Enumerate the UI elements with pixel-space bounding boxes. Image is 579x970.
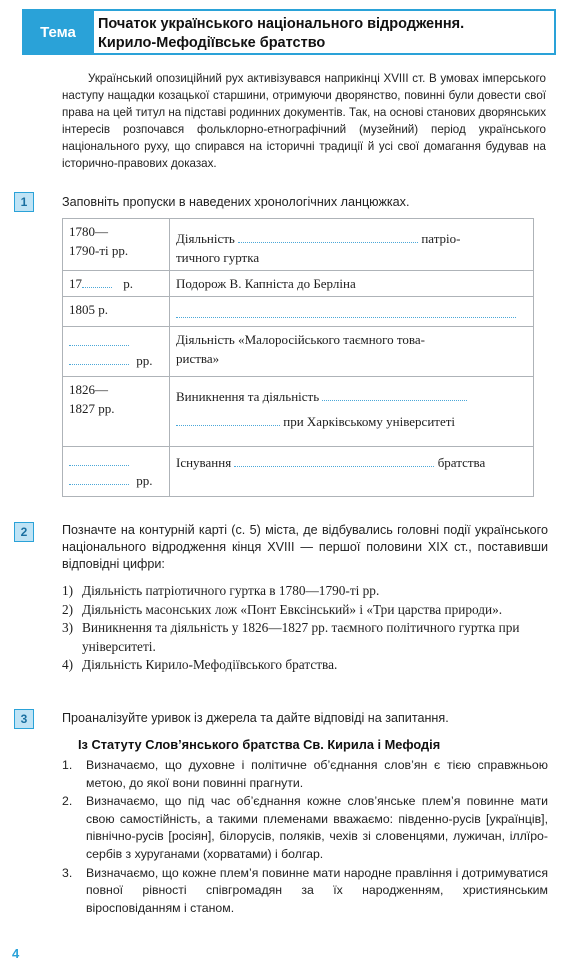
list-item xyxy=(62,757,548,792)
fill-blank[interactable] xyxy=(69,453,129,466)
fill-blank[interactable] xyxy=(69,333,129,346)
date-cell xyxy=(63,447,170,497)
fill-blank[interactable] xyxy=(238,230,418,243)
list-item xyxy=(62,582,548,601)
date-cell xyxy=(63,219,170,271)
list-item xyxy=(62,619,548,656)
table-row xyxy=(63,271,534,297)
date-cell xyxy=(63,297,170,327)
date-text: 1790-ті рр. xyxy=(69,243,129,258)
task-number: 3 xyxy=(14,709,34,729)
item-number: 3. xyxy=(62,865,73,880)
date-text: 17 xyxy=(69,276,82,291)
fill-blank[interactable] xyxy=(322,388,467,401)
chronology-table xyxy=(62,218,534,497)
event-text: риства» xyxy=(176,351,220,366)
item-text: Виникнення та діяльність у 1826—1827 рр. таємного політичного гуртка при університеті. xyxy=(82,620,520,654)
date-cell xyxy=(63,327,170,377)
table-row xyxy=(63,447,534,497)
topic-title xyxy=(90,9,556,55)
task2-instruction: Позначте на контурній карті (с. 5) міста, де відбувались головні події українського національного відродження кінця XVIII — першої половини XIX ст., поставивши відповідні цифри: xyxy=(62,523,548,571)
fill-blank[interactable] xyxy=(82,275,112,288)
source-excerpt xyxy=(62,757,548,918)
item-text: Діяльність масонських лож «Понт Евксінський» і «Три царства природи». xyxy=(82,601,503,617)
task-number: 2 xyxy=(14,522,34,542)
event-cell xyxy=(170,297,534,327)
topic-title-line2: Кирило-Мефодіївське братство xyxy=(98,35,326,51)
event-text: патріо- xyxy=(421,231,461,246)
table-row xyxy=(63,327,534,377)
item-number: 2. xyxy=(62,794,73,809)
item-number: 3) xyxy=(62,620,74,635)
list-item xyxy=(62,865,548,918)
item-text: Визначаємо, що кожне плем’я повинне мати народне правління і дотримуватися повної рівності співгромадян за їх народженням, християнським віросповіданням і станом. xyxy=(86,865,548,915)
event-text: Діяльність «Малоросійського таємного това- xyxy=(176,332,425,347)
fill-blank[interactable] xyxy=(176,305,516,318)
topic-title-line1: Початок українського національного відродження. xyxy=(98,16,465,32)
event-text: братства xyxy=(437,455,486,470)
item-number: 1) xyxy=(62,583,74,598)
date-cell xyxy=(63,271,170,297)
task2-list xyxy=(62,582,548,675)
table-row xyxy=(63,219,534,271)
list-item xyxy=(62,601,548,620)
event-text: Виникнення та діяльність xyxy=(176,389,320,404)
source-title: Із Статуту Слов’янського братства Св. Кирила і Мефодія xyxy=(78,737,441,752)
item-text: Визначаємо, що під час об’єднання кожне слов’янське плем’я повинне мати свою самостійність, а такими племенами вважаємо: південно-русів [українців], північно-русів [росіян], білорусів, поляків, чехів зі словенцями, лужичан, іллїро-сербів з хуруганами (хорватами) і болгар. xyxy=(86,794,548,861)
item-text: Визначаємо, що духовне і політичне об’єднання слов’ян є тією справжньою метою, до якої вони повинні прагнути. xyxy=(86,758,548,790)
event-text: Подорож В. Капніста до Берліна xyxy=(176,276,356,291)
table-row xyxy=(63,297,534,327)
intro-text: Український опозиційний рух активізувався наприкінці XVIII ст. В умовах імперського наступу нащадки козацької старшини, отримуючи дворянство, повинні були довести свої права на цей титул на підставі родинних документів. Так, на основі станових дворянських інтересів розпочався фольклорно-етнографічний (музейний) період українського національного руху, що спирався на історичні традиції й усі свої домагання будував на історично-правових доказах. xyxy=(62,72,546,170)
event-cell xyxy=(170,219,534,271)
list-item xyxy=(62,656,548,675)
task3-instruction: Проаналізуйте уривок із джерела та дайте відповіді на запитання. xyxy=(62,711,449,725)
event-cell xyxy=(170,447,534,497)
event-text: Діяльність xyxy=(176,231,235,246)
item-text: Діяльність патріотичного гуртка в 1780—1790-ті рр. xyxy=(82,583,380,598)
date-text: 1780— xyxy=(69,224,108,239)
date-text: 1827 рр. xyxy=(69,401,115,416)
item-number: 1. xyxy=(62,758,73,772)
task-number: 1 xyxy=(14,192,34,212)
item-text: Діяльність Кирило-Мефодіївського братства. xyxy=(82,657,338,672)
intro-paragraph xyxy=(62,70,546,172)
date-text: 1805 р. xyxy=(69,302,108,317)
item-number: 2) xyxy=(62,601,74,617)
event-cell xyxy=(170,327,534,377)
event-text: при Харківському університеті xyxy=(283,414,456,429)
fill-blank[interactable] xyxy=(176,413,280,426)
event-text: Існування xyxy=(176,455,232,470)
event-text: тичного гуртка xyxy=(176,250,260,265)
item-number: 4) xyxy=(62,657,74,672)
event-cell xyxy=(170,377,534,447)
topic-badge: Тема xyxy=(22,9,94,55)
fill-blank[interactable] xyxy=(234,454,434,467)
fill-blank[interactable] xyxy=(69,472,129,485)
page-number: 4 xyxy=(12,946,20,961)
date-text: 1826— xyxy=(69,382,108,397)
date-cell xyxy=(63,377,170,447)
table-row xyxy=(63,377,534,447)
event-cell xyxy=(170,271,534,297)
date-text: р. xyxy=(123,276,133,291)
list-item xyxy=(62,793,548,863)
task1-instruction: Заповніть пропуски в наведених хронологічних ланцюжках. xyxy=(62,195,410,209)
fill-blank[interactable] xyxy=(69,352,129,365)
date-text: рр. xyxy=(136,353,153,368)
date-text: рр. xyxy=(136,473,153,488)
